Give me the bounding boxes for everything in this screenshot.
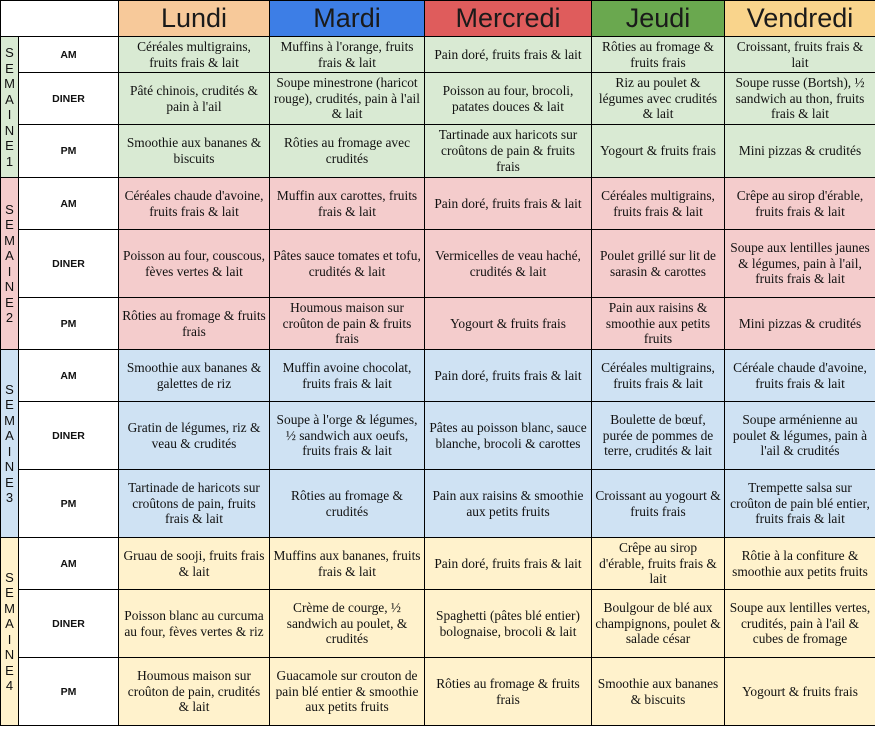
meal-cell-mardi: Rôties au fromage avec crudités xyxy=(270,125,425,178)
week-label-2 xyxy=(1,178,19,350)
meal-cell-lundi: Tartinade de haricots sur croûtons de pain, fruits frais & lait xyxy=(119,470,270,538)
week-4-am-row xyxy=(1,538,875,590)
meal-slot-label: DINER xyxy=(19,402,119,470)
meal-slot-label: DINER xyxy=(19,230,119,298)
week-label-char: 1 xyxy=(5,153,14,169)
week-label-char: M xyxy=(4,76,15,91)
meal-cell-mardi: Guacamole sur crouton de pain blé entier & smoothie aux petits fruits xyxy=(270,658,425,726)
week-label-char: M xyxy=(4,232,15,248)
week-label-char: E xyxy=(5,217,14,232)
meal-cell-vendredi: Crêpe au sirop d'érable, fruits frais & lait xyxy=(725,178,875,230)
meal-cell-lundi: Poisson au four, couscous, fèves vertes & lait xyxy=(119,230,270,298)
week-label-char: 4 xyxy=(5,678,14,693)
week-label-char: E xyxy=(5,585,14,600)
meal-cell-lundi: Céréales multigrains, fruits frais & lait xyxy=(119,37,270,73)
meal-slot-label: DINER xyxy=(19,73,119,125)
meal-slot-label: AM xyxy=(19,350,119,402)
meal-cell-lundi: Gruau de sooji, fruits frais & lait xyxy=(119,538,270,590)
meal-cell-mercredi: Pain doré, fruits frais & lait xyxy=(425,37,592,73)
week-label-char: E xyxy=(5,138,14,153)
menu-body xyxy=(1,37,875,726)
week-1-pm-row xyxy=(1,125,875,178)
meal-cell-jeudi: Crêpe au sirop d'érable, fruits frais & lait xyxy=(592,538,725,590)
week-label-char: I xyxy=(7,107,12,122)
meal-cell-lundi: Houmous maison sur croûton de pain, crudités & lait xyxy=(119,658,270,726)
meal-cell-mardi: Muffin avoine chocolat, fruits frais & lait xyxy=(270,350,425,402)
meal-cell-lundi: Rôties au fromage & fruits frais xyxy=(119,298,270,350)
meal-cell-mardi: Muffin aux carottes, fruits frais & lait xyxy=(270,178,425,230)
week-4-diner-row xyxy=(1,590,875,658)
meal-cell-jeudi: Pain aux raisins & smoothie aux petits fruits xyxy=(592,298,725,350)
meal-cell-mercredi: Pain doré, fruits frais & lait xyxy=(425,350,592,402)
meal-cell-lundi: Poisson blanc au curcuma au four, fèves vertes & riz xyxy=(119,590,270,658)
meal-cell-mercredi: Yogourt & fruits frais xyxy=(425,298,592,350)
week-label-char: A xyxy=(5,428,14,443)
day-header-lundi: Lundi xyxy=(119,1,270,37)
meal-cell-mardi: Muffins aux bananes, fruits frais & lait xyxy=(270,538,425,590)
week-label-char: A xyxy=(5,616,14,631)
meal-cell-mercredi: Pain aux raisins & smoothie aux petits fruits xyxy=(425,470,592,538)
week-3-diner-row xyxy=(1,402,875,470)
week-1-am-row xyxy=(1,37,875,73)
week-2-am-row xyxy=(1,178,875,230)
day-header-vendredi: Vendredi xyxy=(725,1,875,37)
day-header-mercredi: Mercredi xyxy=(425,1,592,37)
week-2-pm-row xyxy=(1,298,875,350)
meal-cell-vendredi: Soupe aux lentilles jaunes & légumes, pain à l'ail, fruits frais & lait xyxy=(725,230,875,298)
meal-cell-lundi: Pâté chinois, crudités & pain à l'ail xyxy=(119,73,270,125)
week-label-char: M xyxy=(4,600,15,616)
meal-cell-lundi: Smoothie aux bananes & galettes de riz xyxy=(119,350,270,402)
meal-slot-label: PM xyxy=(19,658,119,726)
week-label-char: I xyxy=(7,631,12,647)
meal-cell-jeudi: Yogourt & fruits frais xyxy=(592,125,725,178)
meal-cell-mardi: Houmous maison sur croûton de pain & fruits frais xyxy=(270,298,425,350)
meal-slot-label: PM xyxy=(19,298,119,350)
day-header-row xyxy=(1,1,875,37)
week-label-char: E xyxy=(5,294,14,310)
week-label-4 xyxy=(1,538,19,726)
week-3-am-row xyxy=(1,350,875,402)
meal-cell-vendredi: Croissant, fruits frais & lait xyxy=(725,37,875,73)
meal-cell-mardi: Soupe à l'orge & légumes, ½ sandwich aux oeufs, fruits frais & lait xyxy=(270,402,425,470)
meal-cell-mercredi: Spaghetti (pâtes blé entier) bolognaise, brocoli & lait xyxy=(425,590,592,658)
day-header-jeudi: Jeudi xyxy=(592,1,725,37)
meal-cell-jeudi: Céréales multigrains, fruits frais & lait xyxy=(592,350,725,402)
meal-cell-vendredi: Yogourt & fruits frais xyxy=(725,658,875,726)
week-label-char: I xyxy=(7,263,12,279)
meal-cell-jeudi: Croissant au yogourt & fruits frais xyxy=(592,470,725,538)
week-4-pm-row xyxy=(1,658,875,726)
week-1-diner-row xyxy=(1,73,875,125)
meal-cell-mercredi: Tartinade aux haricots sur croûtons de pain & fruits frais xyxy=(425,125,592,178)
week-3-pm-row xyxy=(1,470,875,538)
meal-cell-vendredi: Soupe aux lentilles vertes, crudités, pain à l'ail & cubes de fromage xyxy=(725,590,875,658)
week-label-char: E xyxy=(5,662,14,678)
week-label-char: I xyxy=(7,443,12,459)
meal-slot-label: PM xyxy=(19,125,119,178)
week-label-char: N xyxy=(4,647,15,662)
meal-cell-mercredi: Pain doré, fruits frais & lait xyxy=(425,538,592,590)
week-label-char: 3 xyxy=(5,490,14,505)
week-label-char: S xyxy=(5,45,14,60)
meal-cell-jeudi: Smoothie aux bananes & biscuits xyxy=(592,658,725,726)
meal-cell-lundi: Céréales chaude d'avoine, fruits frais & lait xyxy=(119,178,270,230)
meal-cell-jeudi: Céréales multigrains, fruits frais & lait xyxy=(592,178,725,230)
week-label-char: N xyxy=(4,279,15,294)
week-label-char: N xyxy=(4,122,15,138)
meal-cell-mercredi: Pâtes au poisson blanc, sauce blanche, brocoli & carottes xyxy=(425,402,592,470)
meal-cell-mardi: Crème de courge, ½ sandwich au poulet, & crudités xyxy=(270,590,425,658)
meal-cell-mardi: Rôties au fromage & crudités xyxy=(270,470,425,538)
meal-cell-vendredi: Mini pizzas & crudités xyxy=(725,125,875,178)
week-label-char: E xyxy=(5,474,14,490)
week-2-diner-row xyxy=(1,230,875,298)
meal-slot-label: AM xyxy=(19,538,119,590)
meal-cell-vendredi: Rôtie à la confiture & smoothie aux petits fruits xyxy=(725,538,875,590)
week-label-3 xyxy=(1,350,19,538)
meal-cell-mardi: Muffins à l'orange, fruits frais & lait xyxy=(270,37,425,73)
meal-slot-label: AM xyxy=(19,37,119,73)
meal-cell-mercredi: Pain doré, fruits frais & lait xyxy=(425,178,592,230)
meal-cell-mercredi: Poisson au four, brocoli, patates douces & lait xyxy=(425,73,592,125)
meal-cell-vendredi: Céréale chaude d'avoine, fruits frais & lait xyxy=(725,350,875,402)
header-corner xyxy=(1,1,119,37)
meal-cell-vendredi: Soupe arménienne au poulet & légumes, pain à l'ail & crudités xyxy=(725,402,875,470)
meal-slot-label: AM xyxy=(19,178,119,230)
week-label-char: M xyxy=(4,412,15,428)
meal-cell-vendredi: Soupe russe (Bortsh), ½ sandwich au thon, fruits frais & lait xyxy=(725,73,875,125)
meal-cell-jeudi: Boulgour de blé aux champignons, poulet & salade césar xyxy=(592,590,725,658)
meal-slot-label: DINER xyxy=(19,590,119,658)
day-header-mardi: Mardi xyxy=(270,1,425,37)
week-label-1 xyxy=(1,37,19,178)
week-label-char: 2 xyxy=(5,310,14,325)
week-label-char: S xyxy=(5,569,14,585)
week-label-char: A xyxy=(5,91,14,107)
meal-cell-mercredi: Rôties au fromage & fruits frais xyxy=(425,658,592,726)
meal-cell-lundi: Smoothie aux bananes & biscuits xyxy=(119,125,270,178)
week-label-char: E xyxy=(5,60,14,76)
meal-cell-mardi: Soupe minestrone (haricot rouge), crudités, pain à l'ail & lait xyxy=(270,73,425,125)
week-label-char: A xyxy=(5,248,14,263)
meal-cell-jeudi: Poulet grillé sur lit de sarasin & carottes xyxy=(592,230,725,298)
week-label-char: S xyxy=(5,381,14,397)
meal-cell-jeudi: Boulette de bœuf, purée de pommes de terre, crudités & lait xyxy=(592,402,725,470)
meal-cell-mercredi: Vermicelles de veau haché, crudités & lait xyxy=(425,230,592,298)
meal-cell-jeudi: Riz au poulet & légumes avec crudités & lait xyxy=(592,73,725,125)
week-label-char: N xyxy=(4,459,15,474)
meal-cell-mardi: Pâtes sauce tomates et tofu, crudités & lait xyxy=(270,230,425,298)
meal-cell-vendredi: Mini pizzas & crudités xyxy=(725,298,875,350)
meal-cell-lundi: Gratin de légumes, riz & veau & crudités xyxy=(119,402,270,470)
meal-cell-jeudi: Rôties au fromage & fruits frais xyxy=(592,37,725,73)
week-label-char: E xyxy=(5,397,14,412)
week-label-char: S xyxy=(5,201,14,217)
meal-slot-label: PM xyxy=(19,470,119,538)
meal-cell-vendredi: Trempette salsa sur croûton de pain blé entier, fruits frais & lait xyxy=(725,470,875,538)
